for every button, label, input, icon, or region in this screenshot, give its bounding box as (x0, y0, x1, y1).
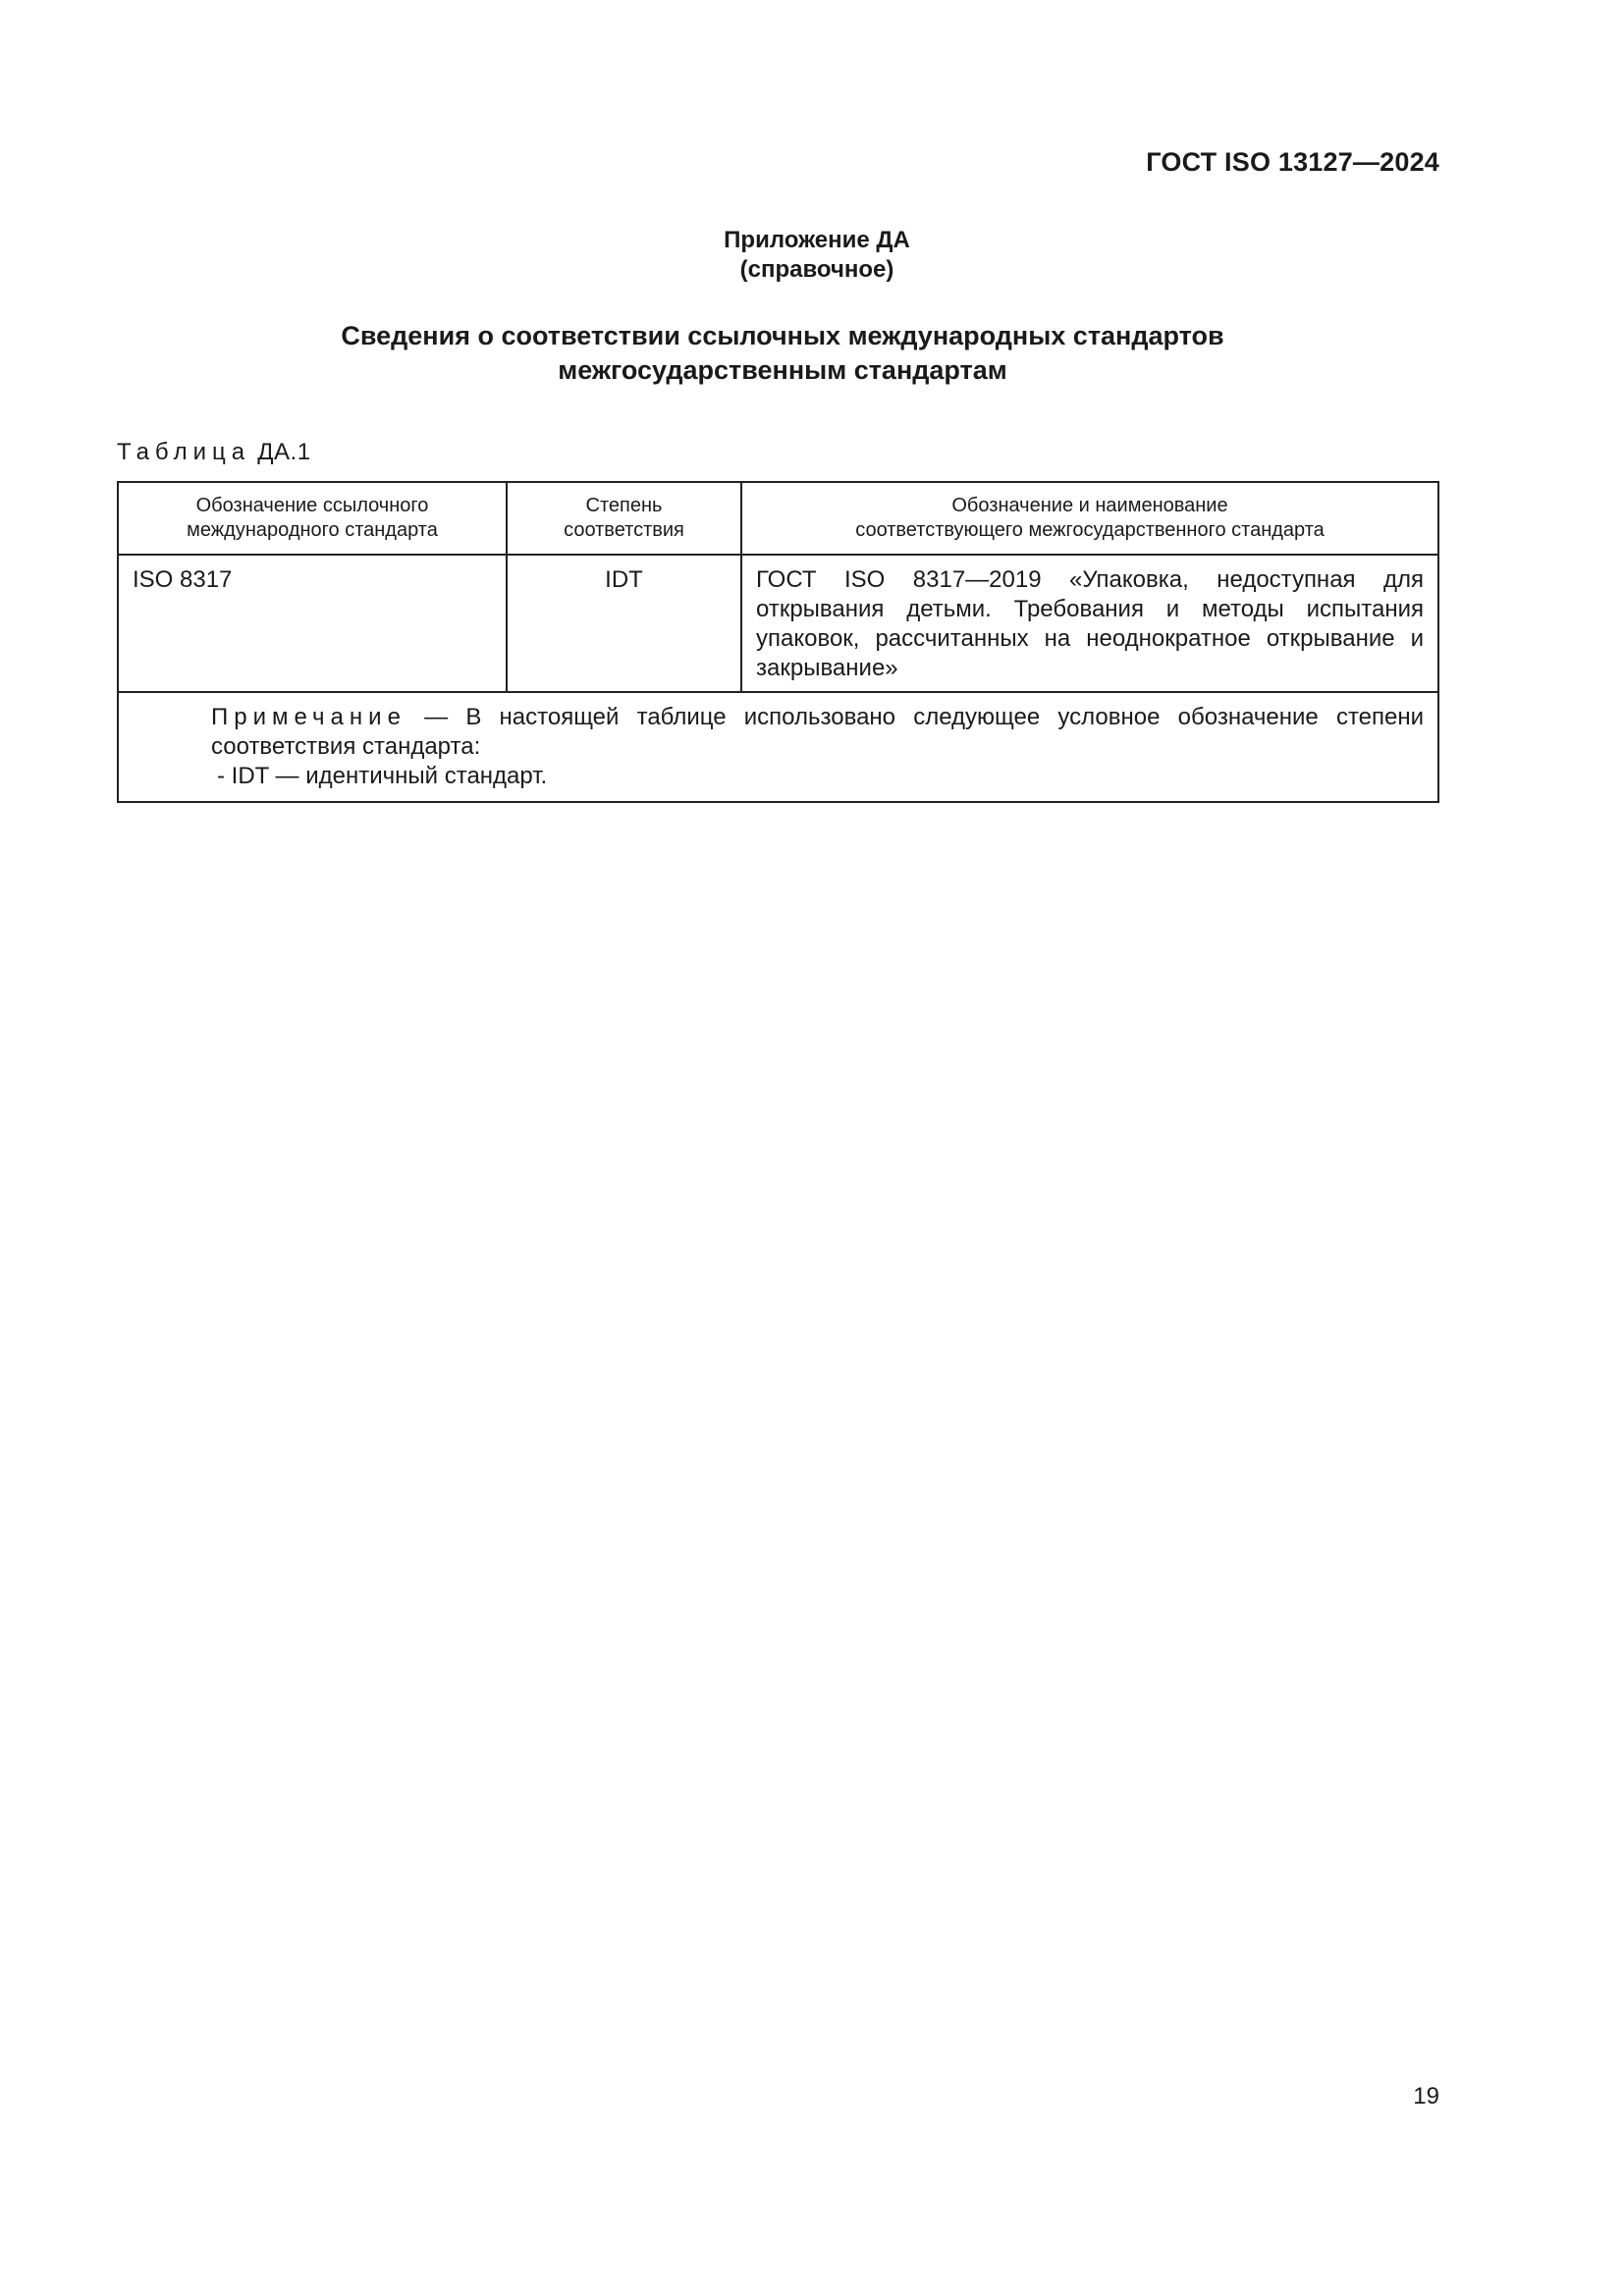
table-note-row (118, 692, 1438, 802)
note-label: Примечание (211, 704, 406, 730)
cell-ref-standard: ISO 8317 (118, 555, 507, 692)
table-caption (117, 439, 311, 466)
table-note (118, 692, 1438, 802)
cell-degree: IDT (507, 555, 741, 692)
page-number: 19 (1413, 2083, 1439, 2109)
header-degree: Степень соответствия (507, 482, 741, 555)
table-row (118, 555, 1438, 692)
header-ref-standard: Обозначение ссылочного международного стандарта (118, 482, 507, 555)
appendix-heading (0, 226, 1624, 285)
appendix-kind: (справочное) (739, 256, 894, 283)
note-dash: — (424, 704, 449, 730)
cell-interstate-standard: ГОСТ ISO 8317—2019 «Упаковка, недоступная для открывания детьми. Требования и методы испытания упаковок, рассчитанных на неоднократное открывание и закрывание» (741, 555, 1438, 692)
table-header-row (118, 482, 1438, 555)
section-title (0, 319, 1565, 388)
note-item: - IDT — идентичный стандарт. (217, 763, 548, 789)
document-code: ГОСТ ISO 13127—2024 (1146, 147, 1439, 177)
appendix-title: Приложение ДА (724, 227, 910, 253)
header-interstate-standard: Обозначение и наименование соответствующего межгосударственного стандарта (741, 482, 1438, 555)
section-title-line-1: Сведения о соответствии ссылочных международных стандартов (341, 321, 1224, 350)
standards-correspondence-table (117, 481, 1439, 803)
table-caption-number: ДА.1 (257, 439, 311, 465)
note-text: В настоящей таблице использовано следующее условное обозначение степени соответствия стандарта: (211, 704, 1425, 760)
table-caption-word: Таблица (117, 439, 251, 465)
section-title-line-2: межгосударственным стандартам (558, 355, 1007, 385)
note-paragraph (133, 703, 1424, 762)
